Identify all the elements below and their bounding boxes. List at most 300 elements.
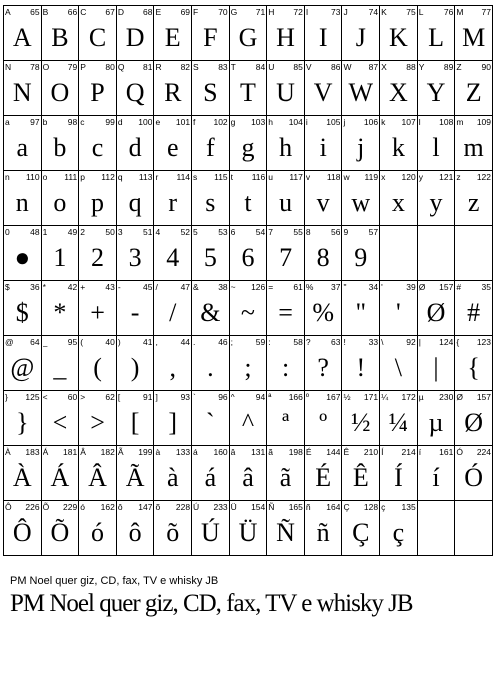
cell-label <box>268 447 303 457</box>
cell-char: o <box>42 172 48 182</box>
cell-glyph: K <box>389 23 408 52</box>
cell-char: = <box>268 282 274 292</box>
cell-glyph: c <box>91 133 104 162</box>
cell-label <box>43 447 78 457</box>
cell-char: ] <box>155 392 158 402</box>
cell-label <box>343 282 378 292</box>
cell-code: 171 <box>363 392 379 402</box>
cell-code: 229 <box>63 502 78 512</box>
cell-code: 103 <box>251 117 266 127</box>
cell-code: 105 <box>326 117 341 127</box>
character-cell <box>192 336 230 391</box>
cell-char: & <box>193 282 199 292</box>
character-cell <box>342 281 380 336</box>
empty-cell <box>417 501 455 556</box>
character-cell <box>116 6 154 61</box>
cell-label <box>118 282 153 292</box>
cell-glyph: m <box>463 133 484 162</box>
cell-char: k <box>381 117 386 127</box>
character-cell <box>229 446 267 501</box>
cell-code: 133 <box>175 447 191 457</box>
cell-char: | <box>418 337 421 347</box>
cell-char: j <box>343 117 346 127</box>
cell-code: 99 <box>105 117 115 127</box>
character-cell <box>41 61 79 116</box>
cell-code: 118 <box>326 172 341 182</box>
cell-code: 59 <box>255 337 266 347</box>
cell-char: O <box>42 62 50 72</box>
cell-code: 125 <box>25 392 40 402</box>
cell-glyph: Õ <box>50 518 70 547</box>
character-cell <box>304 281 342 336</box>
cell-char: Õ <box>42 502 50 512</box>
cell-glyph: ç <box>392 518 405 547</box>
cell-glyph: k <box>391 133 405 162</box>
cell-label <box>231 117 266 127</box>
character-cell <box>342 226 380 281</box>
cell-char: r <box>155 172 159 182</box>
character-cell <box>79 61 117 116</box>
cell-char: R <box>155 62 162 72</box>
cell-label <box>193 447 228 457</box>
cell-char: @ <box>5 337 14 347</box>
character-cell <box>229 6 267 61</box>
character-cell <box>304 446 342 501</box>
cell-code: 33 <box>368 337 379 347</box>
cell-label <box>193 337 228 347</box>
cell-label <box>381 502 416 512</box>
cell-code: 165 <box>288 502 303 512</box>
cell-label <box>231 227 266 237</box>
cell-label <box>456 62 491 72</box>
cell-label <box>5 337 40 347</box>
character-cell <box>417 391 455 446</box>
cell-char: g <box>230 117 236 127</box>
cell-char: 8 <box>305 227 311 237</box>
cell-char: U <box>268 62 275 72</box>
cell-code: 79 <box>67 62 78 72</box>
cell-code: 123 <box>476 337 491 347</box>
cell-char: n <box>5 172 10 182</box>
character-cell <box>342 501 380 556</box>
cell-label <box>343 227 378 237</box>
cell-label <box>343 117 378 127</box>
character-cell <box>154 61 192 116</box>
character-cell <box>41 116 79 171</box>
cell-char: b <box>42 117 48 127</box>
cell-glyph: & <box>200 298 221 327</box>
cell-char: - <box>117 282 121 292</box>
cell-glyph: A <box>12 23 32 52</box>
cell-label <box>5 62 40 72</box>
cell-code: 60 <box>67 392 78 402</box>
cell-char: ? <box>305 337 311 347</box>
cell-label <box>419 7 454 17</box>
cell-char: ( <box>80 337 84 347</box>
character-cell <box>342 446 380 501</box>
character-cell <box>4 116 42 171</box>
character-cell <box>304 6 342 61</box>
cell-code: 110 <box>26 172 40 182</box>
character-cell <box>304 391 342 446</box>
cell-glyph: B <box>51 23 69 52</box>
cell-label <box>155 62 190 72</box>
cell-code: 113 <box>138 172 153 182</box>
cell-glyph: j <box>357 133 365 162</box>
cell-char: À <box>5 447 11 457</box>
cell-code: 226 <box>25 502 40 512</box>
cell-code: 144 <box>326 447 341 457</box>
cell-char: T <box>230 62 236 72</box>
cell-code: 70 <box>218 7 228 17</box>
cell-glyph: Ü <box>238 518 258 547</box>
cell-char: } <box>5 392 8 402</box>
character-cell <box>192 226 230 281</box>
character-row <box>4 171 493 226</box>
character-cell <box>154 446 192 501</box>
cell-glyph: $ <box>15 298 29 327</box>
cell-glyph: Ç <box>352 518 370 547</box>
cell-char: C <box>80 7 87 17</box>
cell-glyph: N <box>12 78 32 107</box>
cell-char: 4 <box>155 227 161 237</box>
cell-glyph: ñ <box>316 518 330 547</box>
character-cell <box>304 171 342 226</box>
cell-label <box>456 337 491 347</box>
cell-glyph: % <box>312 298 335 327</box>
character-cell <box>154 6 192 61</box>
character-cell <box>417 6 455 61</box>
cell-char: # <box>456 282 462 292</box>
cell-char: y <box>418 172 423 182</box>
cell-label <box>231 502 266 512</box>
cell-label <box>306 337 341 347</box>
cell-glyph: q <box>128 188 142 217</box>
cell-char: a <box>5 117 10 127</box>
cell-glyph: v <box>316 188 330 217</box>
cell-glyph: O <box>50 78 70 107</box>
cell-code: 181 <box>63 447 78 457</box>
character-cell <box>116 116 154 171</box>
cell-label <box>193 227 228 237</box>
cell-label <box>118 117 153 127</box>
character-row <box>4 446 493 501</box>
cell-code: 82 <box>180 62 191 72</box>
character-cell <box>267 336 305 391</box>
character-cell <box>380 446 418 501</box>
cell-code: 214 <box>401 447 416 457</box>
cell-label <box>306 227 341 237</box>
character-cell <box>116 336 154 391</box>
cell-glyph: õ <box>166 518 180 547</box>
character-cell <box>4 336 42 391</box>
cell-label <box>343 62 378 72</box>
character-cell <box>342 6 380 61</box>
cell-label <box>419 392 454 402</box>
cell-glyph: 7 <box>279 243 293 272</box>
cell-code: 48 <box>30 227 40 237</box>
cell-glyph: ? <box>317 353 329 382</box>
cell-code: 183 <box>25 447 40 457</box>
character-cell <box>455 336 493 391</box>
cell-label <box>193 62 228 72</box>
cell-code: 52 <box>180 227 191 237</box>
cell-char: à <box>155 447 161 457</box>
cell-code: 91 <box>142 392 153 402</box>
character-row <box>4 501 493 556</box>
cell-label <box>43 227 78 237</box>
cell-label <box>268 337 303 347</box>
cell-char: ¼ <box>381 392 389 402</box>
empty-cell <box>380 226 418 281</box>
cell-char: õ <box>155 502 161 512</box>
cell-char: Ó <box>456 447 463 457</box>
cell-code: 55 <box>293 227 303 237</box>
character-cell <box>417 281 455 336</box>
cell-glyph: Ø <box>464 408 484 437</box>
cell-label <box>268 62 303 72</box>
sample-text-rendering: PM Noel quer giz, CD, fax, TV e whisky JB <box>10 590 413 617</box>
cell-glyph: º <box>319 408 328 437</box>
cell-glyph: ; <box>244 353 252 382</box>
cell-glyph: g <box>241 133 255 162</box>
character-cell <box>380 336 418 391</box>
cell-char: ' <box>381 282 383 292</box>
cell-label <box>419 117 454 127</box>
cell-code: 101 <box>175 117 191 127</box>
cell-label <box>43 502 78 512</box>
cell-label <box>306 117 341 127</box>
cell-code: 38 <box>218 282 228 292</box>
cell-char: * <box>42 282 46 292</box>
cell-label <box>80 227 115 237</box>
cell-char: ) <box>117 337 121 347</box>
character-cell <box>380 281 418 336</box>
cell-char: z <box>456 172 461 182</box>
character-cell <box>229 116 267 171</box>
cell-char: 6 <box>230 227 236 237</box>
character-cell <box>79 501 117 556</box>
cell-label <box>381 337 416 347</box>
cell-code: 68 <box>142 7 153 17</box>
cell-glyph: + <box>90 298 105 327</box>
cell-code: 93 <box>180 392 191 402</box>
cell-char: É <box>305 447 312 457</box>
cell-code: 224 <box>476 447 491 457</box>
cell-code: 54 <box>255 227 266 237</box>
character-cell <box>229 61 267 116</box>
cell-label <box>343 392 378 402</box>
cell-glyph: à <box>166 463 179 492</box>
cell-label <box>80 447 115 457</box>
cell-label <box>193 282 228 292</box>
cell-glyph: " <box>355 298 367 327</box>
cell-char: Ø <box>418 282 426 292</box>
character-cell <box>267 446 305 501</box>
cell-char: Á <box>42 447 49 457</box>
cell-glyph: > <box>90 408 105 437</box>
cell-glyph: i <box>319 133 327 162</box>
character-cell <box>267 391 305 446</box>
character-cell <box>267 281 305 336</box>
cell-code: 128 <box>363 502 379 512</box>
cell-glyph: { <box>467 353 480 382</box>
cell-char: B <box>42 7 49 17</box>
cell-code: 121 <box>439 172 454 182</box>
cell-glyph: - <box>130 298 140 327</box>
character-row <box>4 391 493 446</box>
cell-label <box>193 392 228 402</box>
cell-glyph: ¼ <box>388 408 409 437</box>
cell-char: â <box>230 447 236 457</box>
cell-char: e <box>155 117 161 127</box>
cell-glyph: , <box>169 353 176 382</box>
character-cell <box>417 446 455 501</box>
cell-glyph: n <box>15 188 29 217</box>
cell-code: 199 <box>138 447 153 457</box>
cell-glyph: I <box>318 23 328 52</box>
cell-label <box>268 7 303 17</box>
cell-char: D <box>117 7 124 17</box>
character-cell <box>304 336 342 391</box>
character-cell <box>41 281 79 336</box>
cell-label <box>343 337 378 347</box>
cell-char: P <box>80 62 86 72</box>
cell-glyph: É <box>315 463 332 492</box>
cell-glyph: 3 <box>128 243 142 272</box>
cell-glyph: µ <box>428 408 444 437</box>
cell-glyph: ½ <box>351 408 371 437</box>
cell-label <box>118 392 153 402</box>
character-cell <box>267 501 305 556</box>
cell-char: N <box>5 62 12 72</box>
character-cell <box>192 61 230 116</box>
character-cell <box>4 391 42 446</box>
cell-label <box>43 172 78 182</box>
cell-code: 65 <box>30 7 40 17</box>
cell-label <box>419 62 454 72</box>
character-cell <box>154 226 192 281</box>
cell-label <box>268 227 303 237</box>
cell-char: \ <box>381 337 384 347</box>
cell-code: 116 <box>251 172 266 182</box>
cell-code: 167 <box>326 392 341 402</box>
cell-code: 228 <box>175 502 191 512</box>
cell-glyph: L <box>428 23 444 52</box>
cell-code: 87 <box>368 62 379 72</box>
cell-code: 161 <box>439 447 454 457</box>
cell-label <box>5 172 40 182</box>
cell-code: 100 <box>138 117 153 127</box>
character-cell <box>342 116 380 171</box>
cell-char: H <box>268 7 275 17</box>
cell-code: 71 <box>255 7 266 17</box>
cell-glyph: 6 <box>241 243 255 272</box>
cell-glyph: ã <box>279 463 292 492</box>
cell-char: ô <box>117 502 123 512</box>
cell-label <box>155 502 190 512</box>
cell-code: 66 <box>67 7 78 17</box>
character-cell <box>116 446 154 501</box>
cell-label <box>456 7 491 17</box>
character-cell <box>229 281 267 336</box>
character-cell <box>267 6 305 61</box>
cell-code: 81 <box>142 62 153 72</box>
cell-char: { <box>456 337 460 347</box>
cell-char: _ <box>42 337 48 347</box>
cell-code: 233 <box>213 502 228 512</box>
character-cell <box>192 446 230 501</box>
cell-code: 67 <box>105 7 115 17</box>
cell-char: / <box>155 282 158 292</box>
cell-code: 86 <box>331 62 341 72</box>
cell-label <box>155 392 190 402</box>
cell-char: Ã <box>117 447 124 457</box>
cell-code: 135 <box>401 502 416 512</box>
cell-char: : <box>268 337 271 347</box>
cell-glyph: f <box>206 133 215 162</box>
cell-label <box>343 502 378 512</box>
cell-char: µ <box>418 392 424 402</box>
cell-glyph: T <box>240 78 256 107</box>
character-cell <box>4 226 42 281</box>
cell-label <box>456 392 491 402</box>
cell-glyph: < <box>52 408 68 437</box>
cell-glyph: o <box>53 188 67 217</box>
cell-label <box>456 282 491 292</box>
cell-label <box>80 337 115 347</box>
cell-label <box>5 392 40 402</box>
cell-code: 106 <box>363 117 379 127</box>
cell-code: 198 <box>288 447 303 457</box>
cell-label <box>155 337 190 347</box>
character-cell <box>455 446 493 501</box>
character-cell <box>116 171 154 226</box>
character-cell <box>455 61 493 116</box>
cell-glyph: P <box>90 78 105 107</box>
cell-label <box>80 282 115 292</box>
cell-glyph: h <box>279 133 293 162</box>
cell-glyph: \ <box>394 353 403 382</box>
cell-code: 42 <box>67 282 78 292</box>
cell-glyph: 9 <box>354 243 368 272</box>
character-table <box>3 5 493 556</box>
cell-glyph: Z <box>465 78 482 107</box>
cell-label <box>343 447 378 457</box>
cell-label <box>343 172 378 182</box>
sample-caption: PM Noel quer giz, CD, fax, TV e whisky JB <box>10 575 219 587</box>
cell-char: i <box>305 117 308 127</box>
cell-label <box>80 7 115 17</box>
cell-code: 117 <box>289 172 303 182</box>
cell-glyph: 1 <box>53 243 67 272</box>
cell-glyph: ] <box>168 408 178 437</box>
cell-label <box>43 7 78 17</box>
character-cell <box>4 6 42 61</box>
cell-char: ` <box>193 392 196 402</box>
cell-label <box>231 337 266 347</box>
cell-char: ½ <box>343 392 351 402</box>
cell-char: " <box>343 282 347 292</box>
cell-char: Â <box>80 447 86 457</box>
cell-label <box>456 447 491 457</box>
cell-glyph: z <box>467 188 480 217</box>
character-cell <box>154 281 192 336</box>
cell-char: ñ <box>305 502 311 512</box>
cell-label <box>306 62 341 72</box>
character-cell <box>41 226 79 281</box>
cell-glyph: E <box>164 23 181 52</box>
